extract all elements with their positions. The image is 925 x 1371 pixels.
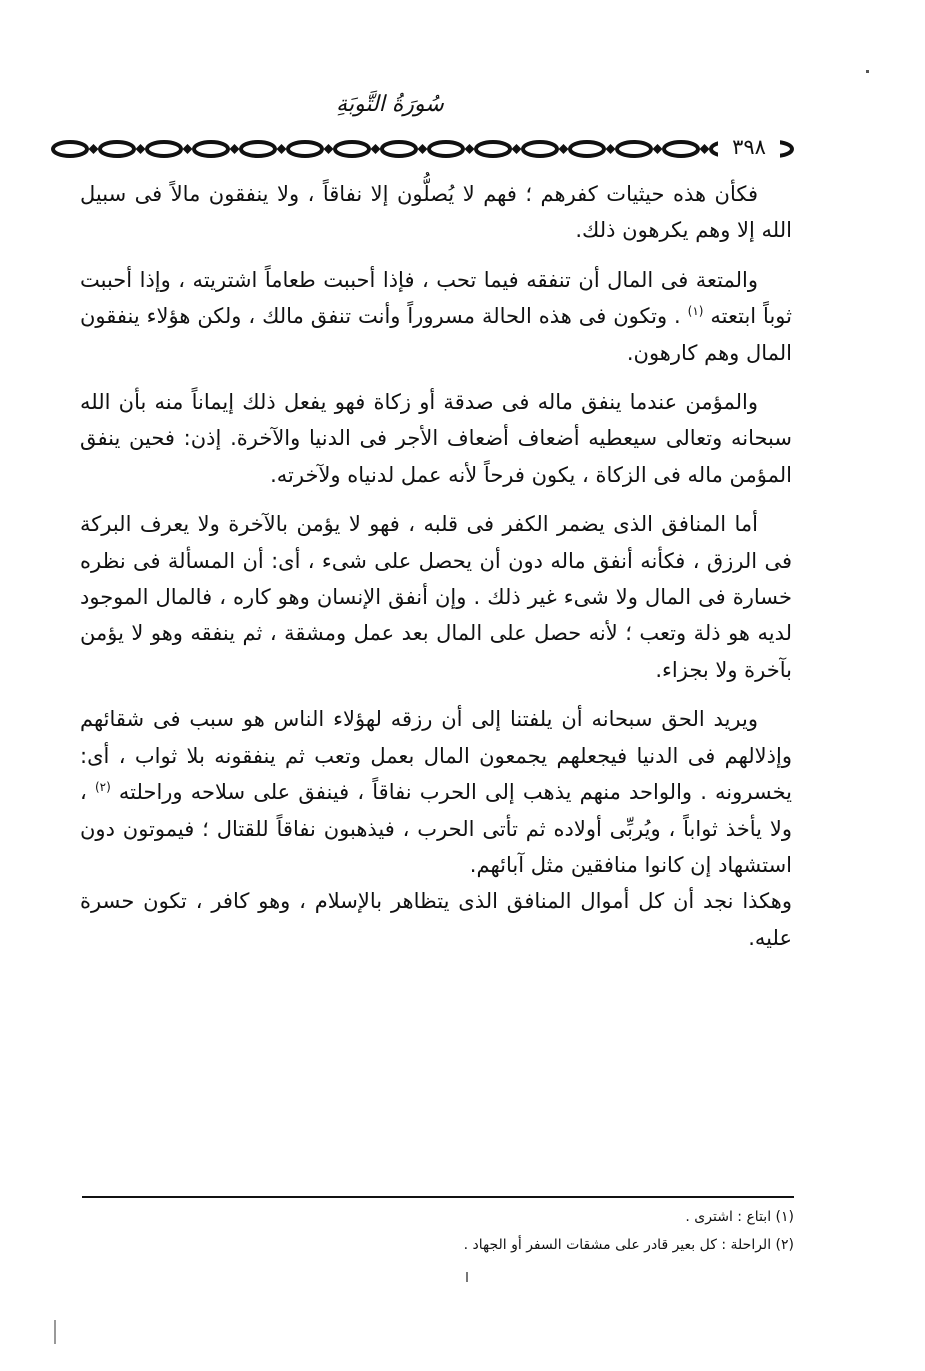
footnote: (١) ابتاع : اشترى . — [685, 1209, 794, 1225]
paragraph-text: ويريد الحق سبحانه أن يلفتنا إلى أن رزقه لهؤلاء الناس هو سبب فى شقائهم وإذلالهم فى الدنيا فيجعلهم يجمعون المال بعمل وتعب ثم ينفقونه بلا ثواب ، أى: يخسرونه . والواحد منهم يذهب إلى الحرب نفاقاً ، فينفق على سلاحه وراحلته — [80, 707, 792, 805]
footnote-reference[interactable]: (١) — [687, 304, 704, 319]
main-text — [80, 176, 792, 969]
paragraph — [80, 384, 792, 493]
paragraph — [80, 262, 792, 371]
paragraph-text: فكأن هذه حيثيات كفرهم ؛ فهم لا يُصلُّون إلا نفاقاً ، ولا ينفقون مالاً فى سبيل الله إلا وهم يكرهون ذلك. — [80, 182, 792, 243]
footnotes — [82, 1203, 794, 1259]
scan-speck — [54, 1320, 56, 1344]
footnote-divider — [82, 1196, 794, 1198]
footnote: (٢) الراحلة : كل بعير قادر على مشقات السفر أو الجهاد . — [463, 1237, 794, 1253]
page-number: ٣٩٨ — [718, 133, 780, 161]
paragraph-text: ، ولا يأخذ ثواباً ، ويُربِّى أولاده ثم تأتى الحرب ، فيذهبون نفاقاً للقتال ؛ فيموتون دون استشهاد إن كانوا منافقين مثل آبائهم. — [80, 780, 792, 877]
paragraph — [80, 701, 792, 956]
scan-speck — [466, 1272, 468, 1282]
surah-title: سُورَةُ التَّوبَةِ — [336, 92, 444, 117]
paragraph — [80, 506, 792, 688]
chain-ornament-border — [48, 134, 818, 164]
paragraph-text: والمؤمن عندما ينفق ماله فى صدقة أو زكاة فهو يفعل ذلك إيماناً منه بأن الله سبحانه وتعالى سيعطيه أضعاف أضعاف الأجر فى الدنيا والآخرة. إذن: فحين ينفق المؤمن ماله فى الزكاة ، يكون فرحاً لأنه عمل لدنياه ولآخرته. — [80, 390, 792, 487]
paragraph — [80, 176, 792, 249]
paragraph-text: أما المنافق الذى يضمر الكفر فى قلبه ، فهو لا يؤمن بالآخرة ولا يعرف البركة فى الرزق ، فكأنه أنفق ماله دون أن يحصل على شىء ، أى: أن المسألة فى نظره خسارة فى المال ولا شىء غير ذلك . وإن أنفق الإنسان وهو كاره ، فالمال الموجود لديه هو ذلة وتعب ؛ لأنه حصل على المال بعد عمل ومشقة ، ثم ينفقه وهو لا يؤمن بآخرة ولا بجزاء. — [80, 512, 792, 682]
paragraph-text: وهكذا نجد أن كل أموال المنافق الذى يتظاهر بالإسلام ، وهو كافر ، تكون حسرة عليه. — [80, 889, 792, 950]
scan-speck — [866, 70, 869, 73]
footnote-reference[interactable]: (٢) — [94, 780, 111, 795]
paragraph-text: والمتعة فى المال أن تنفقه فيما تحب ، فإذا أحببت طعاماً اشتريته ، وإذا أحببت ثوباً ابتعته — [80, 267, 792, 329]
paragraph-text: . وتكون فى هذه الحالة مسروراً وأنت تنفق مالك ، ولكن هؤلاء ينفقون المال وهم كارهون. — [80, 304, 792, 365]
